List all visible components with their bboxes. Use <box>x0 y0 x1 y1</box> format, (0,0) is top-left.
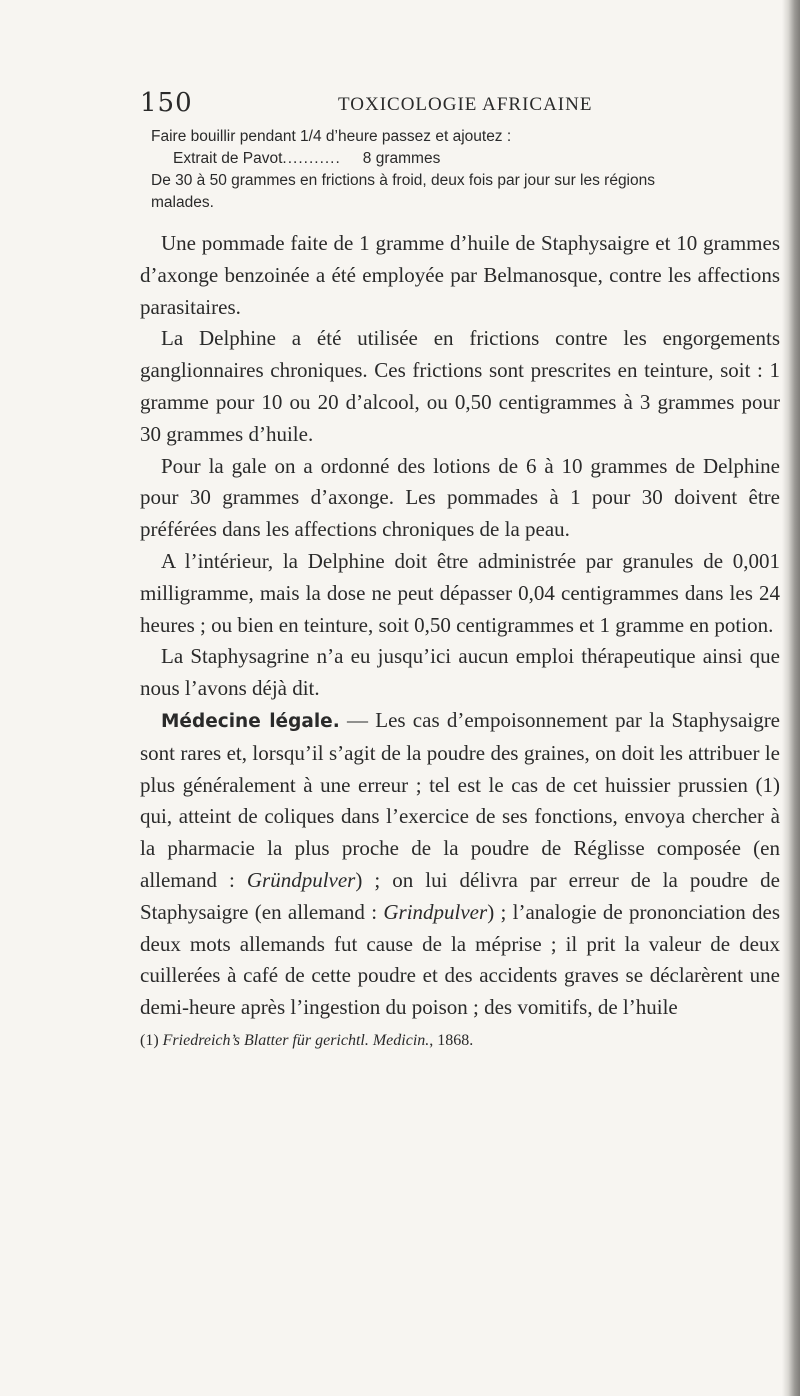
usage-line-2: malades. <box>151 194 214 211</box>
footnote-source: Friedreich’s Blatter für gerichtl. Medicin. <box>162 1031 430 1049</box>
legal-term-2: Grindpulver <box>383 899 488 924</box>
running-title: TOXICOLOGIE AFRICAINE <box>338 94 593 115</box>
page-number: 150 <box>140 88 193 118</box>
book-page <box>140 82 780 1050</box>
extract-amount: 8 grammes <box>362 150 441 167</box>
paragraph: A l’intérieur, la Delphine doit être administrée par granules de 0,001 milligramme, mais la dose ne peut dépasser 0,04 centigrammes dans les 24 heures ; ou bien en teinture, soit 0,50 centigrammes et 1 gramme en potion. <box>140 548 780 637</box>
extract-label: Extrait de Pavot <box>173 150 283 167</box>
paragraph: La Staphysagrine n’a eu jusqu’ici aucun emploi thérapeutique ainsi que nous l’avons déjà dit. <box>140 644 780 701</box>
formula-extract-row <box>151 148 773 170</box>
page-edge-shadow <box>782 0 800 1396</box>
legal-paragraph <box>140 705 780 1024</box>
formula-instruction: Faire bouillir pendant 1/4 d’heure passez et ajoutez : <box>151 128 512 145</box>
formula-block <box>151 126 780 214</box>
footnote-number: (1) <box>140 1031 163 1049</box>
paragraph: Pour la gale on a ordonné des lotions de 6 à 10 grammes de Delphine pour 30 grammes d’axonge. Les pommades à 1 pour 30 doivent être préférées dans les affections chroniques de la peau. <box>140 453 780 542</box>
footnote-year: , 1868. <box>429 1031 474 1049</box>
main-text <box>140 228 780 1024</box>
paragraph: La Delphine a été utilisée en frictions contre les engorgements ganglionnaires chroniques. Ces frictions sont prescrites en teinture, soit : 1 gramme pour 10 ou 20 d’alcool, ou 0,50 centigrammes à 3 grammes pour 30 grammes d’huile. <box>140 326 780 446</box>
legal-text-3: ) ; l’analogie de prononciation des deux mots allemands fut cause de la méprise ; il prit la valeur de deux cuillerées à café de cette poudre et des accidents graves se déclarèrent une demi-heure après l’ingestion du poison ; des vomitifs, de l’huile <box>140 899 780 1020</box>
legal-term-1: Gründpulver <box>246 867 356 892</box>
usage-line-1: De 30 à 50 grammes en frictions à froid, deux fois par jour sur les régions <box>151 172 655 189</box>
legal-text-2: ) ; on lui délivra par erreur de la poudre de Staphysaigre (en allemand : <box>140 867 780 924</box>
legal-text-1: — Les cas d’empoisonnement par la Staphysaigre sont rares et, lorsqu’il s’agit de la poudre des graines, on doit les attribuer le plus généralement à une erreur ; tel est le cas de cet huissier prussien (1) qui, atteint de coliques dans l’exercice de ses fonctions, envoya chercher à la pharmacie la plus proche de la poudre de Réglisse composée (en allemand : <box>140 707 781 892</box>
extract-dots: ........... <box>282 150 341 167</box>
footnote <box>140 1032 780 1050</box>
page-header <box>140 82 780 122</box>
legal-heading: Médecine légale. <box>161 710 340 732</box>
paragraph: Une pommade faite de 1 gramme d’huile de Staphysaigre et 10 grammes d’axonge benzoinée a été employée par Belmanosque, contre les affections parasitaires. <box>140 231 780 319</box>
